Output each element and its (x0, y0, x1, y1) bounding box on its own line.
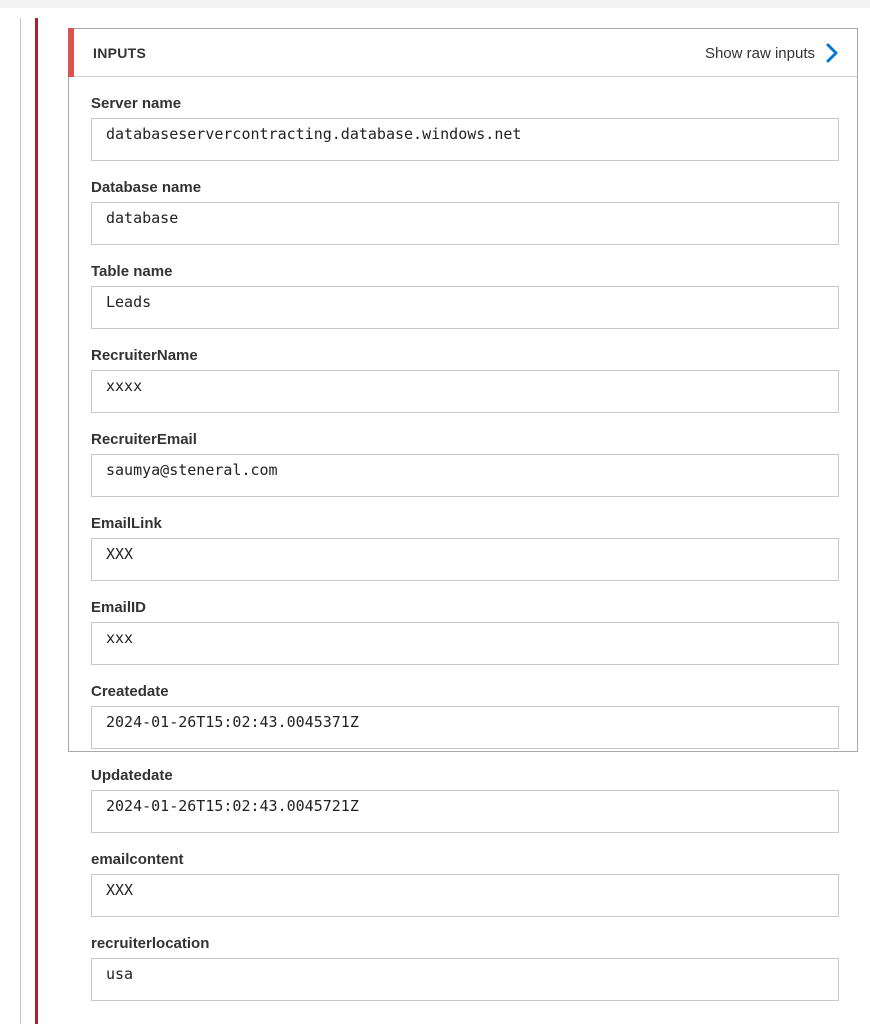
field-label: Server name (91, 95, 182, 112)
field-value: 2024-01-26T15:02:43.0045721Z (91, 790, 839, 833)
field-value: 2024-01-26T15:02:43.0045371Z (91, 706, 839, 749)
left-border-line (20, 18, 21, 1024)
field-label: RecruiterName (91, 347, 198, 364)
left-accent-line (35, 18, 38, 1024)
field-value: Leads (91, 286, 839, 329)
field-label: EmailID (91, 599, 147, 616)
field-recruiter-location (91, 935, 839, 1001)
field-database-name (91, 179, 839, 245)
field-label: Updatedate (91, 767, 173, 784)
field-recruiter-name (91, 347, 839, 413)
field-create-date (91, 683, 839, 749)
field-email-id (91, 599, 839, 665)
inputs-field-list (91, 95, 839, 1019)
field-label: Database name (91, 179, 202, 196)
field-label: emailcontent (91, 851, 184, 868)
field-label: recruiterlocation (91, 935, 210, 952)
field-value: xxxx (91, 370, 839, 413)
field-table-name (91, 263, 839, 329)
field-value: databaseservercontracting.database.windows.net (91, 118, 839, 161)
panel-title: INPUTS (93, 45, 147, 61)
show-raw-inputs-link[interactable] (705, 41, 839, 65)
field-label: Createdate (91, 683, 169, 700)
show-raw-inputs-label: Show raw inputs (704, 44, 815, 62)
field-value: usa (91, 958, 839, 1001)
field-email-link (91, 515, 839, 581)
chevron-right-icon (825, 43, 839, 63)
field-recruiter-email (91, 431, 839, 497)
field-server-name (91, 95, 839, 161)
inputs-panel-header (69, 29, 857, 77)
header-accent-bar (68, 28, 74, 77)
field-update-date (91, 767, 839, 833)
field-value: XXX (91, 538, 839, 581)
inputs-panel (68, 28, 858, 983)
field-email-content (91, 851, 839, 917)
field-value: XXX (91, 874, 839, 917)
field-label: RecruiterEmail (91, 431, 197, 448)
field-value: xxx (91, 622, 839, 665)
top-strip (0, 0, 870, 8)
field-label: EmailLink (91, 515, 162, 532)
field-value: saumya@steneral.com (91, 454, 839, 497)
field-value: database (91, 202, 839, 245)
field-label: Table name (91, 263, 173, 280)
